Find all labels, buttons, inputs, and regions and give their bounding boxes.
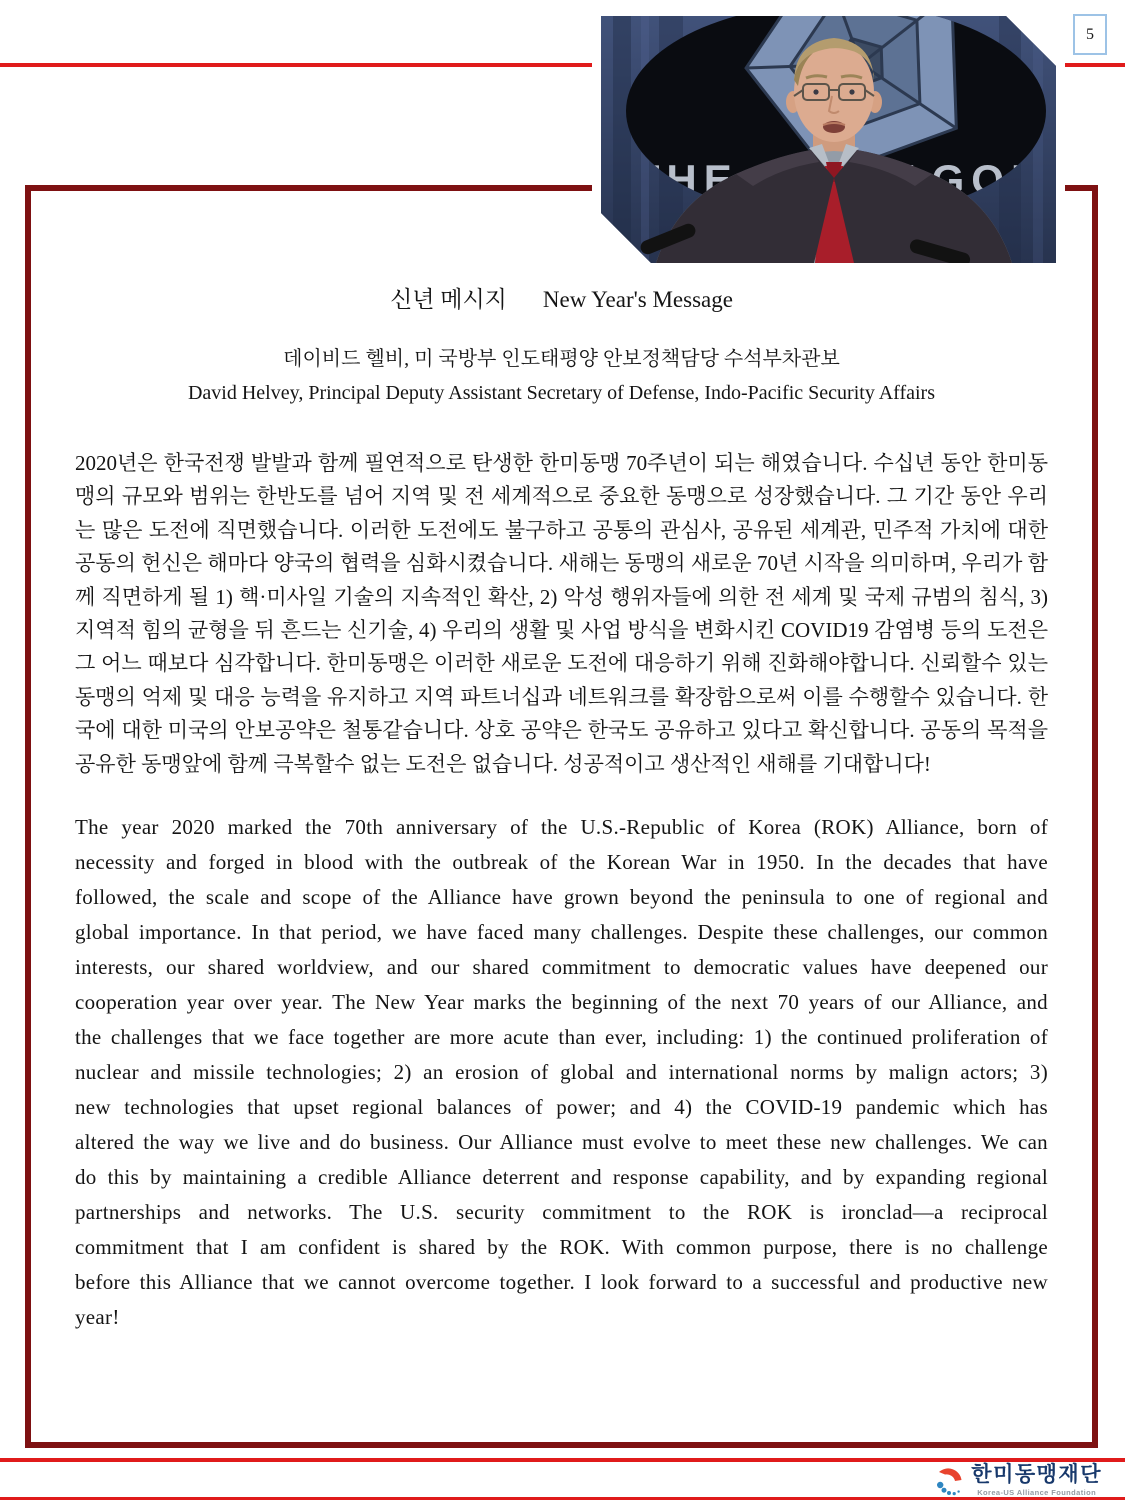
speaker-photo: [601, 16, 1056, 263]
author-line-korean: 데이비드 헬비, 미 국방부 인도태평양 안보정책담당 수석부차관보: [283, 348, 840, 370]
author-line-english: David Helvey, Principal Deputy Assistant Secretary of Defense, Indo-Pacific Security Affairs: [187, 382, 935, 404]
article-title-korean: 신년 메시지: [390, 287, 507, 312]
body-paragraph-korean: 2020년은 한국전쟁 발발과 함께 필연적으로 탄생한 한미동맹 70주년이 되는 해였습니다. 수십년 동안 한미동맹의 규모와 범위는 한반도를 넘어 지역 및 전 세계적으로 중요한 동맹으로 성장했습니다. 그 기간 동안 우리는 많은 도전에 직면했습니다. 이러한 도전에도 불구하고 공통의 관심사, 공유된 세계관, 민주적 가치에 대한 공동의 헌신은 해마다 양국의 협력을 심화시켰습니다. 새해는 동맹의 새로운 70년 시작을 의미하며, 우리가 함께 직면하게 될 1) 핵·미사일 기술의 지속적인 확산, 2) 악성 행위자들에 의한 전 세계 및 국제 규범의 침식, 3) 지역적 힘의 균형을 뒤 흔드는 신기술, 4) 우리의 생활 및 사업 방식을 변화시킨 COVID19 감염병 등의 도전은 그 어느 때보다 심각합니다. 한미동맹은 이러한 새로운 도전에 대응하기 위해 진화해야합니다. 신뢰할수 있는 동맹의 억제 및 대응 능력을 유지하고 지역 파트너십과 네트워크를 확장함으로써 이를 수행할수 있습니다. 한국에 대한 미국의 안보공약은 철통같습니다. 상호 공약은 한국도 공유하고 있다고 확신합니다. 공동의 목적을 공유한 동맹앞에 함께 극복할수 없는 도전은 없습니다. 성공적이고 생산적인 새해를 기대합니다!: [75, 451, 1048, 776]
footer-rule: [0, 1458, 1125, 1462]
pentagon-emblem-text: THE: [633, 156, 739, 203]
page-number: 5: [1086, 25, 1094, 43]
foundation-name-korean: 한미동맹재단: [971, 1463, 1102, 1486]
pentagon-briefing-illustration: [601, 16, 1056, 263]
photo-frame: [592, 7, 1065, 272]
article-title: [75, 285, 1048, 315]
foundation-logo: [932, 1464, 1102, 1497]
page-number-badge: [1073, 14, 1107, 55]
article-box: [25, 185, 1098, 1448]
foundation-logo-icon: [932, 1465, 964, 1497]
foundation-logo-text: [971, 1464, 1102, 1497]
body-paragraph-english: The year 2020 marked the 70th anniversary of the U.S.-Republic of Korea (ROK) Alliance, born of necessity and forged in blood with the outbreak of the Korean War in 1950. In the decades that have followed, the scale and scope of the Alliance have grown beyond the peninsula to one of regional and global importance. In that period, we have faced many challenges. Despite these challenges, our common interests, our shared worldview, and our shared commitment to democratic values have deepened our cooperation year over year. The New Year marks the beginning of the next 70 years of our Alliance, and the challenges that we face together are more acute than ever, including: 1) the continued proliferation of nuclear and missile technologies; 2) an erosion of global and international norms by malign actors; 3) new technologies that upset regional balances of power; and 4) the COVID-19 pandemic which has altered the way we live and do business. Our Alliance must evolve to meet these new challenges. We can do this by maintaining a credible Alliance deterrent and response capability, and by expanding regional partnerships and networks. The U.S. security commitment to the ROK is ironclad—a reciprocal commitment that I am confident is shared by the ROK. With common purpose, there is no challenge before this Alliance that we cannot overcome together. I look forward to a successful and productive new year!: [75, 815, 1048, 1330]
foundation-name-english: Korea-US Alliance Foundation: [977, 1488, 1097, 1497]
article-title-english: New Year's Message: [542, 287, 733, 312]
